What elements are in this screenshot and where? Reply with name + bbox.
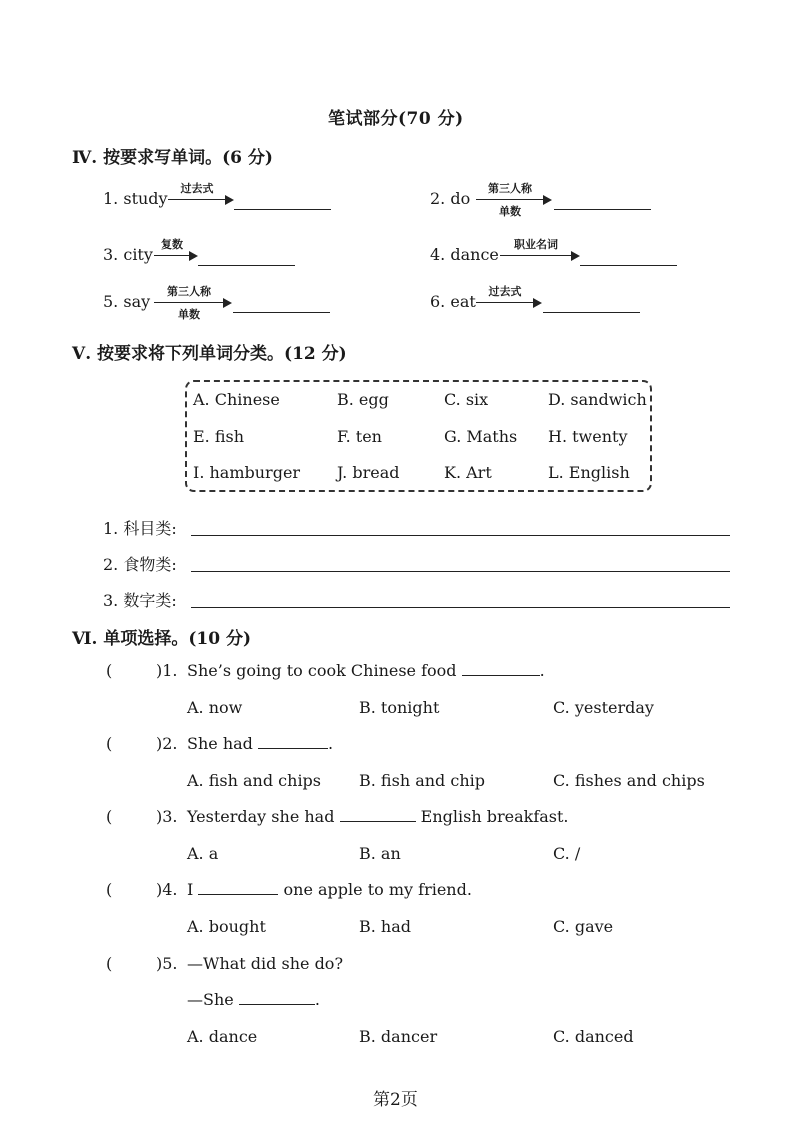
q5-line2-pre: —She (187, 990, 234, 1009)
page-number: 第2页 (373, 1090, 418, 1110)
section-5-heading: Ⅴ. 按要求将下列单词分类。(12 分) (72, 344, 347, 364)
q5-paren: ( (106, 954, 113, 973)
q5-answer-slot[interactable] (156, 954, 178, 973)
q1-post: . (539, 661, 545, 680)
item-2-answer-blank[interactable] (554, 209, 651, 210)
q4-stem (187, 880, 472, 899)
q2-post: . (328, 734, 334, 753)
section-6-heading: Ⅵ. 单项选择。(10 分) (72, 629, 252, 649)
item-3-arrow (154, 238, 198, 270)
q4-option-c[interactable]: C. gave (553, 917, 614, 936)
page-title: 笔试部分(70 分) (328, 109, 464, 129)
category-numbers-label: 3. 数字类: (103, 591, 177, 610)
item-2-arrow-bottom: 单数 (499, 205, 521, 218)
item-6-label: 6. eat (430, 292, 476, 311)
item-5-answer-blank[interactable] (233, 312, 330, 313)
q3-number: )3. (156, 807, 178, 826)
q5-option-c[interactable]: C. danced (553, 1027, 634, 1046)
section-4-heading: Ⅳ. 按要求写单词。(6 分) (72, 148, 273, 168)
word-c: C. six (444, 390, 489, 409)
q5-blank[interactable] (239, 1004, 315, 1005)
q2-number: )2. (156, 734, 178, 753)
item-3-answer-blank[interactable] (198, 265, 295, 266)
item-6-arrow-top: 过去式 (488, 285, 522, 298)
q3-option-a[interactable]: A. a (187, 844, 219, 863)
q4-number: )4. (156, 880, 178, 899)
item-4-label: 4. dance (430, 245, 499, 264)
q3-blank[interactable] (340, 821, 416, 822)
q5-stem: —What did she do? (187, 954, 344, 973)
item-6-arrow (476, 285, 542, 317)
item-3-label: 3. city (103, 245, 153, 264)
q4-answer-slot[interactable] (156, 880, 178, 899)
q4-option-a[interactable]: A. bought (187, 917, 266, 936)
item-2-label: 2. do (430, 189, 471, 208)
word-g: G. Maths (444, 427, 518, 446)
item-5-arrow-top: 第三人称 (167, 285, 211, 298)
q3-option-c[interactable]: C. / (553, 844, 581, 863)
word-i: I. hamburger (193, 463, 301, 482)
q2-blank[interactable] (258, 748, 328, 749)
word-j: J. bread (337, 463, 400, 482)
q2-answer-slot[interactable] (156, 734, 178, 753)
item-4-answer-blank[interactable] (580, 265, 677, 266)
item-4-arrow (500, 238, 580, 270)
q2-option-a[interactable]: A. fish and chips (187, 771, 322, 790)
item-2-arrow-top: 第三人称 (488, 182, 532, 195)
q1-option-b[interactable]: B. tonight (359, 698, 440, 717)
q3-stem (187, 807, 569, 826)
q1-pre: She’s going to cook Chinese food (187, 661, 457, 680)
word-f: F. ten (337, 427, 382, 446)
category-food-label: 2. 食物类: (103, 555, 177, 574)
q1-option-c[interactable]: C. yesterday (553, 698, 654, 717)
item-3-arrow-top: 复数 (161, 238, 183, 251)
q4-blank[interactable] (198, 894, 278, 895)
item-5-label: 5. say (103, 292, 151, 311)
q1-paren: ( (106, 661, 113, 680)
q1-number: )1. (156, 661, 178, 680)
q5-stem-line2 (187, 990, 320, 1009)
q1-blank[interactable] (462, 675, 540, 676)
q1-stem (187, 661, 545, 680)
item-5-arrow (154, 285, 232, 321)
q2-pre: She had (187, 734, 253, 753)
word-b: B. egg (337, 390, 389, 409)
item-4-arrow-top: 职业名词 (514, 238, 558, 251)
q5-line2-post: . (314, 990, 320, 1009)
word-e: E. fish (193, 427, 245, 446)
word-h: H. twenty (548, 427, 628, 446)
item-1-label: 1. study (103, 189, 168, 208)
q4-post: one apple to my friend. (283, 880, 472, 899)
q4-paren: ( (106, 880, 113, 899)
q3-paren: ( (106, 807, 113, 826)
item-1-arrow-top: 过去式 (180, 182, 214, 195)
q2-stem (187, 734, 333, 753)
q2-option-c[interactable]: C. fishes and chips (553, 771, 705, 790)
q4-pre: I (187, 880, 194, 899)
word-k: K. Art (444, 463, 492, 482)
item-1-answer-blank[interactable] (234, 209, 331, 210)
q2-option-b[interactable]: B. fish and chip (359, 771, 485, 790)
q3-post: English breakfast. (420, 807, 569, 826)
q5-number: )5. (156, 954, 178, 973)
category-food-blank[interactable] (191, 571, 730, 572)
q1-option-a[interactable]: A. now (187, 698, 243, 717)
item-2-arrow (476, 182, 552, 218)
q3-pre: Yesterday she had (187, 807, 335, 826)
category-numbers-blank[interactable] (191, 607, 730, 608)
q3-option-b[interactable]: B. an (359, 844, 401, 863)
word-l: L. English (548, 463, 630, 482)
q1-answer-slot[interactable] (156, 661, 178, 680)
q5-option-b[interactable]: B. dancer (359, 1027, 438, 1046)
q4-option-b[interactable]: B. had (359, 917, 412, 936)
q2-paren: ( (106, 734, 113, 753)
item-5-arrow-bottom: 单数 (178, 308, 200, 321)
item-1-arrow (168, 182, 234, 214)
word-a: A. Chinese (193, 390, 280, 409)
category-subjects-blank[interactable] (191, 535, 730, 536)
word-d: D. sandwich (548, 390, 647, 409)
q5-option-a[interactable]: A. dance (187, 1027, 258, 1046)
category-subjects-label: 1. 科目类: (103, 519, 177, 538)
item-6-answer-blank[interactable] (543, 312, 640, 313)
q3-answer-slot[interactable] (156, 807, 178, 826)
